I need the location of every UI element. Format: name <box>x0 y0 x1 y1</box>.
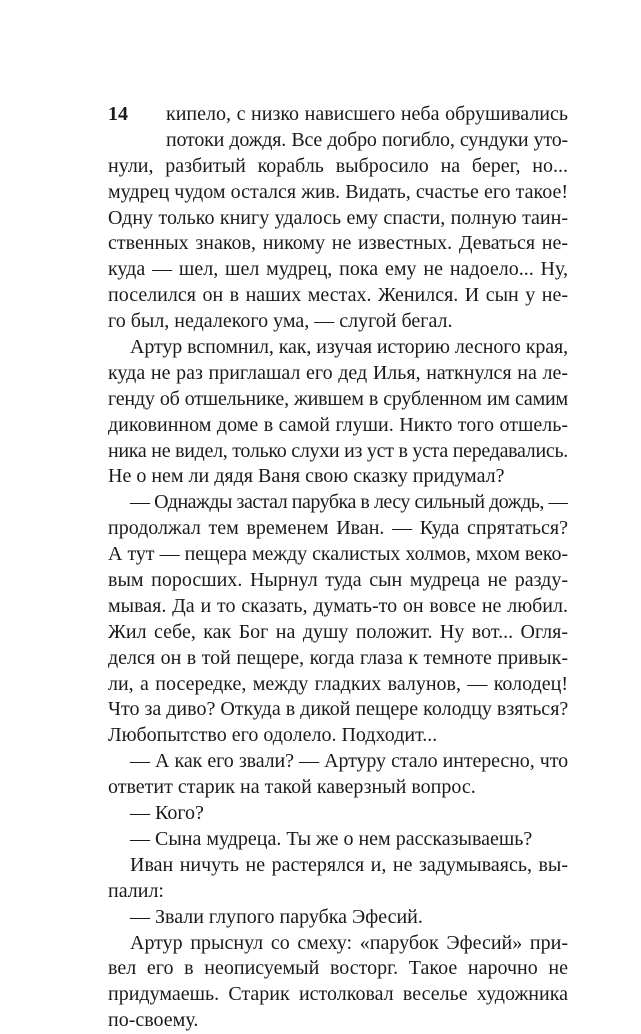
text-line: поселился он в наших местах. Женился. И сын у не- <box>108 284 568 307</box>
text-line: — Звали глупого парубка Эфесий. <box>130 905 423 928</box>
text-line: А тут — пещера между скалистых холмов, мхом веко- <box>108 543 568 566</box>
text-line: придумаешь. Старик истолковал веселье художника <box>108 983 568 1006</box>
text-line: куда — шел, шел мудрец, пока ему не надоело... Ну, <box>108 258 568 281</box>
text-line: ника не видел, только слухи из уст в уста передавались. <box>108 439 568 462</box>
text-line: — Однажды застал парубка в лесу сильный дождь, — <box>130 491 568 514</box>
text-line: Любопытство его одолело. Подходит... <box>108 724 438 747</box>
text-line: вым поросших. Нырнул туда сын мудреца не разду- <box>108 569 568 592</box>
text-line: диковинном доме в самой глуши. Никто того отшель- <box>108 413 568 436</box>
text-line: генду об отшельнике, жившем в срубленном им самим <box>108 387 568 410</box>
text-line: потоки дождя. Все добро погибло, сундуки уто- <box>166 128 568 151</box>
text-line: — Сына мудреца. Ты же о нем рассказываешь? <box>130 827 533 850</box>
body-text <box>108 102 568 1034</box>
text-line: Артур вспомнил, как, изучая историю лесного края, <box>130 336 568 359</box>
text-line: ответит старик на такой каверзный вопрос. <box>108 776 476 799</box>
text-line: мудрец чудом остался жив. Видать, счастье его такое! <box>108 180 568 203</box>
text-line: ственных знаков, никому не известных. Деваться не- <box>108 232 568 255</box>
text-line: по-своему. <box>108 1009 199 1032</box>
text-line: ли, а посередке, между гладких валунов, — колодец! <box>108 672 568 695</box>
text-line: Жил себе, как Бог на душу положит. Ну вот... Огля- <box>108 620 568 643</box>
text-line: делся он в той пещере, когда глаза к темноте привык- <box>108 646 568 669</box>
text-line: кипело, с низко нависшего неба обрушивались <box>166 103 568 125</box>
page-number: 14 <box>108 103 128 125</box>
text-line: куда не раз приглашал его дед Илья, наткнулся на ле- <box>108 361 568 384</box>
text-line: Что за диво? Откуда в дикой пещере колодцу взяться? <box>108 698 568 721</box>
text-line: мывая. Да и то сказать, думать-то он вовсе не любил. <box>108 594 568 617</box>
text-line: Одну только книгу удалось ему спасти, полную таин- <box>108 206 568 229</box>
text-line: продолжал тем временем Иван. — Куда спрятаться? <box>108 517 568 540</box>
text-line: палил: <box>108 879 164 902</box>
text-line: го был, недалекого ума, — слугой бегал. <box>108 310 453 333</box>
text-line: вел его в неописуемый восторг. Такое нарочно не <box>108 957 568 980</box>
text-line: Иван ничуть не растерялся и, не задумываясь, вы- <box>130 853 568 876</box>
text-line: Артур прыснул со смеху: «парубок Эфесий» при- <box>130 931 568 954</box>
text-line: Не о нем ли дядя Ваня свою сказку придумал? <box>108 465 505 488</box>
text-line: нули, разбитый корабль выбросило на берег, но... <box>108 154 568 177</box>
text-line: — Кого? <box>130 802 204 825</box>
text-line: — А как его звали? — Артуру стало интересно, что <box>130 750 568 773</box>
